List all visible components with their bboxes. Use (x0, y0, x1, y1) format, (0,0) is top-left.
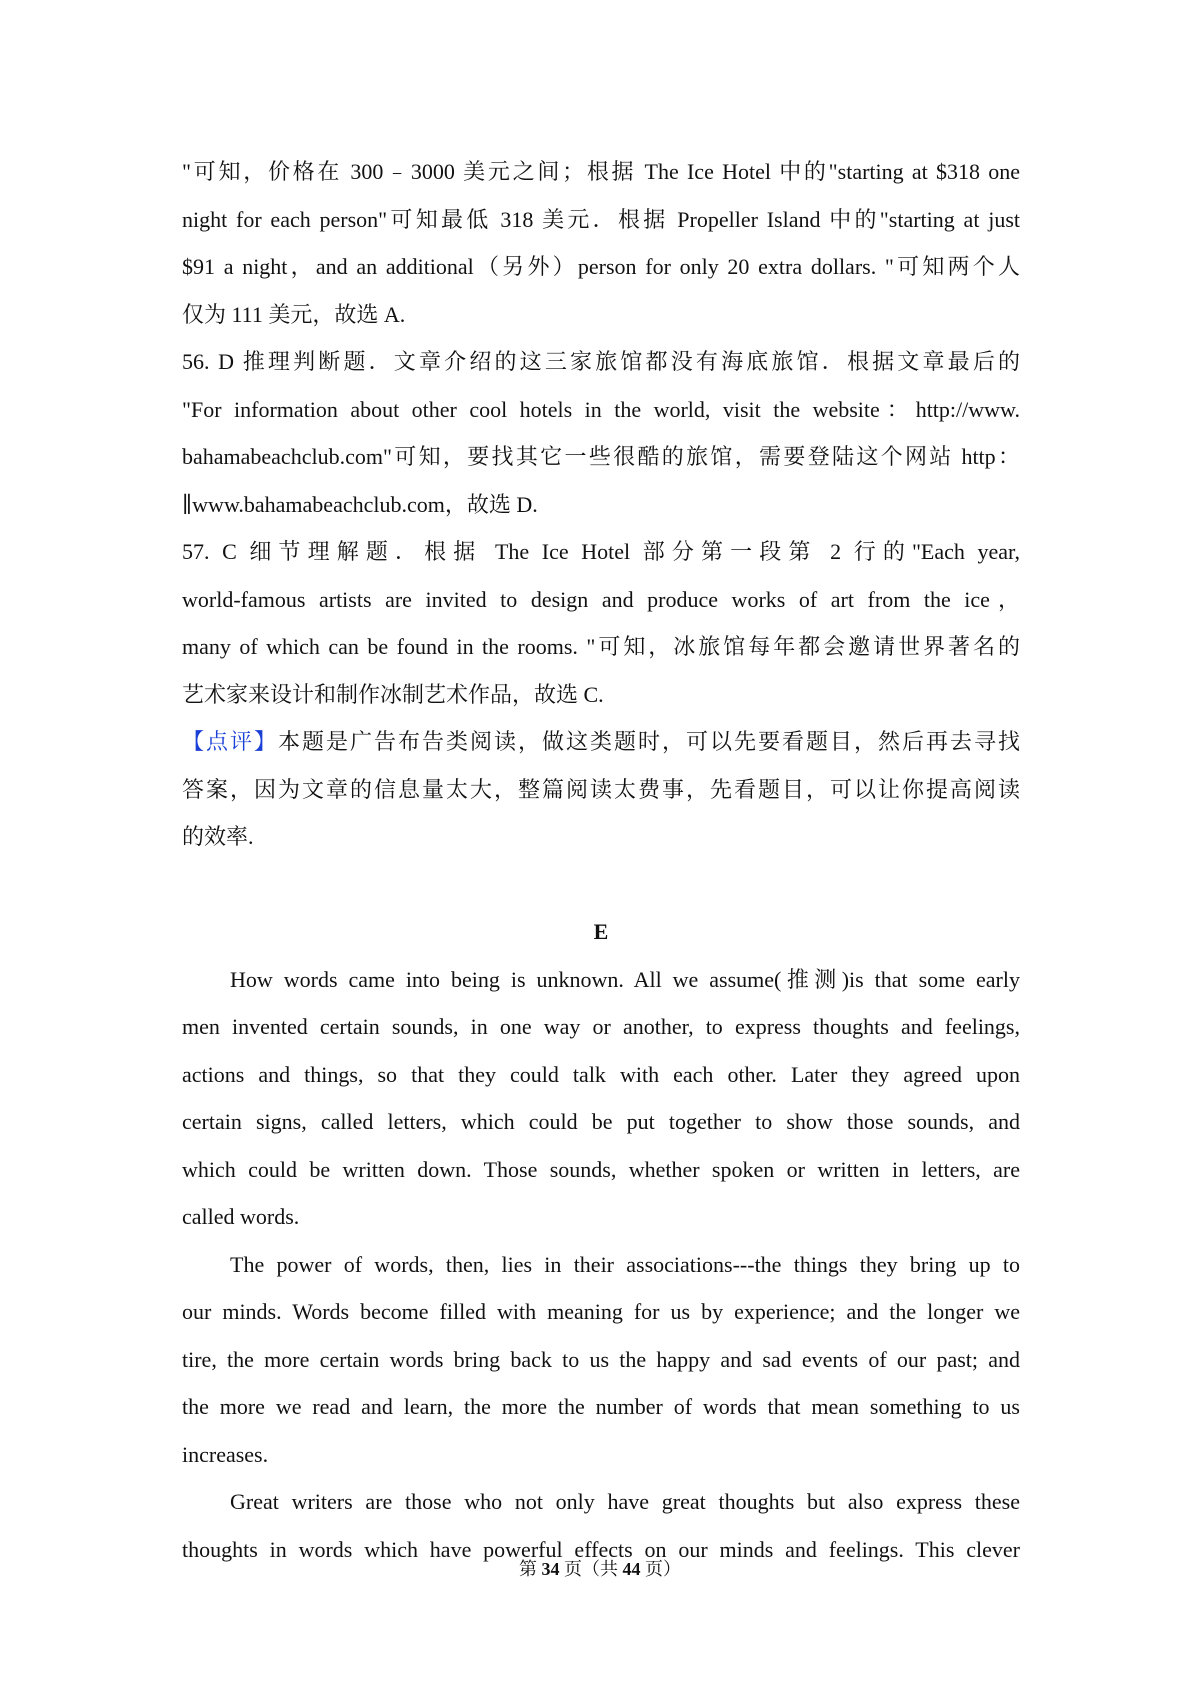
passage-line: the more we read and learn, the more the number of words that mean something to us (182, 1394, 1020, 1419)
page-footer (0, 1555, 1200, 1581)
answer-57-line: 艺术家来设计和制作冰制艺术作品，故选 C. (182, 681, 604, 707)
passage-line: How words came into being is unknown. All we assume(推测)is that some early (230, 966, 1020, 992)
answer-57-line: world-famous artists are invited to design and produce works of art from the ice， (182, 586, 1020, 612)
answer-56-line: 56. D 推理判断题．文章介绍的这三家旅馆都没有海底旅馆．根据文章最后的 (182, 349, 1020, 374)
answer-56-line: ∥www.bahamabeachclub.com，故选 D. (182, 491, 538, 517)
passage-line: called words. (182, 1204, 300, 1229)
review-line: 的效率. (182, 824, 254, 849)
review-line: 答案，因为文章的信息量太大，整篇阅读太费事，先看题目，可以让你提高阅读 (182, 776, 1020, 802)
answer-56-line: bahamabeachclub.com"可知，要找其它一些很酷的旅馆，需要登陆这个网站 http： (182, 444, 1020, 469)
spacer (182, 861, 1020, 909)
passage-line: our minds. Words become filled with meaning for us by experience; and the longer we (182, 1299, 1020, 1324)
footer-prefix: 第 (519, 1559, 542, 1579)
footer-suffix: 页） (640, 1559, 681, 1579)
answer-57-line: 57. C 细节理解题．根据 The Ice Hotel 部分第一段第 2 行的"Each year, (182, 539, 1020, 564)
passage-line: The power of words, then, lies in their associations---the things they bring up to (230, 1251, 1020, 1277)
footer-middle: 页（共 (559, 1559, 623, 1579)
passage-line: tire, the more certain words bring back to us the happy and sad events of our past; and (182, 1346, 1020, 1372)
section-title: E (593, 919, 609, 944)
passage-line: thoughts in words which have powerful effects on our minds and feelings. This clever (182, 1536, 1020, 1562)
review-line (182, 718, 1020, 766)
footer-total-pages: 44 (622, 1559, 641, 1579)
passage-line: men invented certain sounds, in one way or another, to express thoughts and feelings, (182, 1014, 1020, 1039)
review-tag: 【点评】 (182, 729, 278, 754)
explanation-line: night for each person"可知最低 318 美元．根据 Propeller Island 中的"starting at just (182, 206, 1020, 232)
passage-line: Great writers are those who not only have great thoughts but also express these (230, 1489, 1020, 1514)
footer-page-number: 34 (541, 1559, 560, 1579)
passage-line: increases. (182, 1441, 269, 1467)
passage-line: actions and things, so that they could talk with each other. Later they agreed upon (182, 1061, 1020, 1087)
explanation-line: 仅为 111 美元，故选 A. (182, 301, 406, 327)
answer-56-line: "For information about other cool hotels in the world, visit the website：http://www. (182, 396, 1020, 422)
review-text: 本题是广告布告类阅读，做这类题时，可以先要看题目，然后再去寻找 (278, 729, 1020, 754)
answer-57-line: many of which can be found in the rooms. "可知，冰旅馆每年都会邀请世界著名的 (182, 634, 1020, 659)
explanation-line: $91 a night，and an additional（另外）person for only 20 extra dollars. "可知两个人 (182, 254, 1020, 279)
document-page (182, 148, 1020, 1573)
passage-line: which could be written down. Those sounds, whether spoken or written in letters, are (182, 1156, 1020, 1182)
passage-line: certain signs, called letters, which could be put together to show those sounds, and (182, 1109, 1020, 1134)
explanation-line: "可知，价格在 300﹣3000 美元之间；根据 The Ice Hotel 中的"starting at $318 one (182, 159, 1020, 184)
